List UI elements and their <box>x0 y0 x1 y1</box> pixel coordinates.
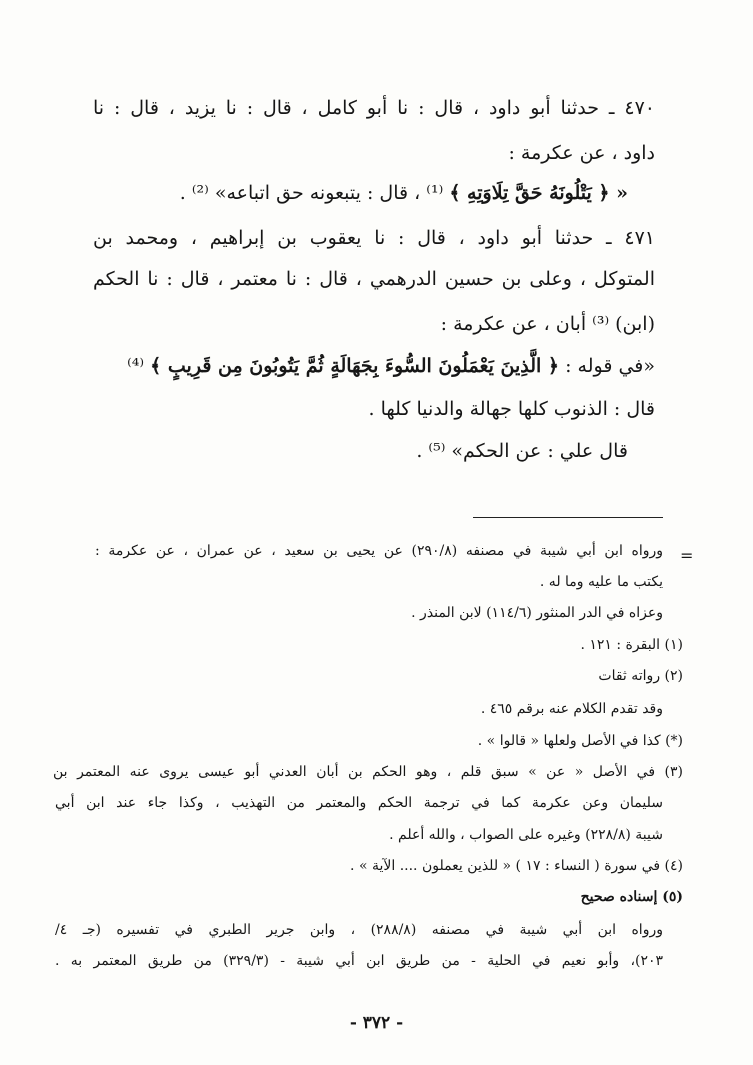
continuation-mark: = <box>680 546 694 565</box>
footnote-ref-4: ⁽⁴⁾ <box>127 355 151 377</box>
footnote-line-12: (٥) إسناده صحيح <box>580 889 683 905</box>
footnote-line-14: ٢٠٣)، وأبو نعيم في الحلية - من طريق ابن أبي شيبة - (٣٢٩/٣) من طريق المعتمر به . <box>55 953 663 969</box>
page-number: - ٣٧٢ - <box>349 1013 404 1033</box>
main-line-5: المتوكل ، وعلى بن حسين الدرهمي ، قال : نا معتمر ، قال : نا الحكم <box>93 268 655 290</box>
main-line-1: ٤٧٠ ـ حدثنا أبو داود ، قال : نا أبو كامل ، قال : نا يزيد ، قال : نا <box>93 97 655 119</box>
main-line-4: ٤٧١ ـ حدثنا أبو داود ، قال : نا يعقوب بن إبراهيم ، ومحمد بن <box>93 227 655 249</box>
main-line-3-rest: ⁽¹⁾ ، قال : يتبعونه حق اتباعه» ⁽²⁾ . <box>179 182 450 204</box>
main-line-3 <box>180 182 628 204</box>
quran-verse-1: « ﴿ يَتْلُونَهُ حَقَّ تِلَاوَتِهِ ﴾ <box>449 182 628 204</box>
footnote-line-2: يكتب ما عليه وما له . <box>539 574 663 590</box>
footnote-line-9: سليمان وعن عكرمة كما في ترجمة الحكم والمعتمر من التهذيب ، وكذا جاء عند ابن أبي <box>55 795 663 811</box>
footnote-line-13: ورواه ابن أبي شيبة في مصنفه (٢٨٨/٨) ، وابن جرير الطبري في تفسيره (جـ ٤/ <box>55 922 663 938</box>
main-line-7 <box>127 355 655 377</box>
footnote-line-8: (٣) في الأصل « عن » سبق قلم ، وهو الحكم بن أبان العدني أبو عيسى يروى عنه المعتمر بن <box>53 764 683 780</box>
main-line-6: (ابن) ⁽³⁾ أبان ، عن عكرمة : <box>440 313 655 335</box>
footnote-line-5: (٢) رواته ثقات <box>598 668 683 684</box>
footnote-line-10: شيبة (٢٢٨/٨) وغيره على الصواب ، والله أعلم . <box>389 827 663 843</box>
main-line-2: داود ، عن عكرمة : <box>508 142 655 164</box>
footnote-line-7: (*) كذا في الأصل ولعلها « قالوا » . <box>477 733 683 749</box>
main-line-7-pre: «في قوله : <box>559 355 655 377</box>
footnote-line-6: وقد تقدم الكلام عنه برقم ٤٦٥ . <box>480 701 663 717</box>
main-line-9: قال علي : عن الحكم» ⁽⁵⁾ . <box>416 440 628 462</box>
footnote-separator <box>473 517 663 518</box>
quran-verse-2: ﴿ الَّذِينَ يَعْمَلُونَ السُّوءَ بِجَهَالَةٍ ثُمَّ يَتُوبُونَ مِن قَرِيبٍ ﴾ <box>150 355 560 377</box>
footnote-line-4: (١) البقرة : ١٢١ . <box>580 637 683 653</box>
footnote-line-3: وعزاه في الدر المنثور (١١٤/٦) لابن المنذر . <box>411 605 663 621</box>
footnote-line-1: ورواه ابن أبي شيبة في مصنفه (٢٩٠/٨) عن يحيى بن سعيد ، عن عمران ، عن عكرمة : <box>95 543 663 559</box>
footnote-line-11: (٤) في سورة ( النساء : ١٧ ) « للذين يعملون .... الآية » . <box>350 858 683 874</box>
main-line-8: قال : الذنوب كلها جهالة والدنيا كلها . <box>368 398 655 420</box>
